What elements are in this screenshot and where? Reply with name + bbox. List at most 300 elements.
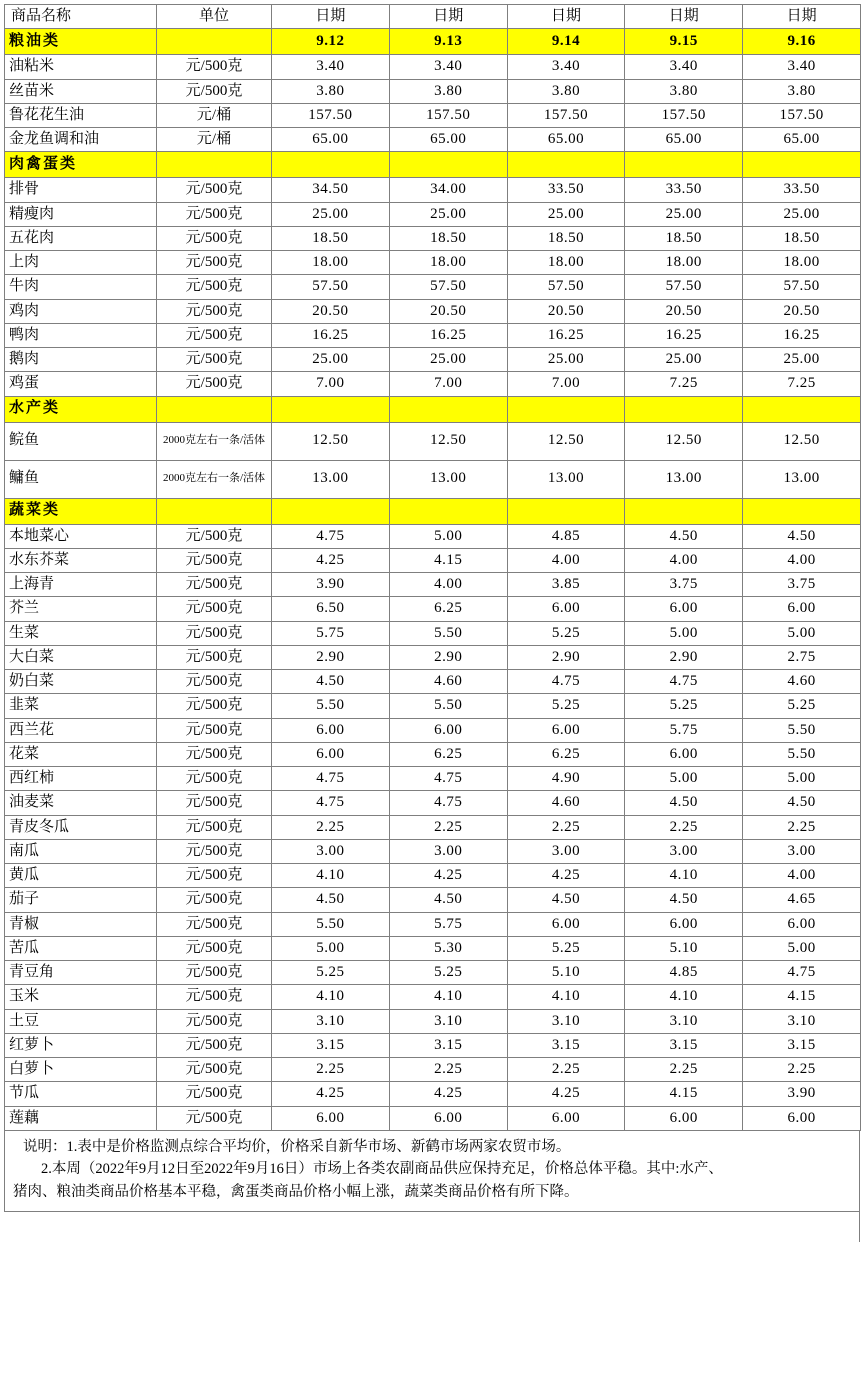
price-cell: 4.60 [389, 670, 507, 694]
price-cell: 9.15 [625, 29, 743, 55]
product-name: 苦瓜 [5, 936, 157, 960]
price-cell: 4.00 [743, 864, 861, 888]
price-cell [507, 498, 625, 524]
price-cell: 3.15 [507, 1033, 625, 1057]
product-unit: 元/500克 [157, 767, 272, 791]
price-cell: 25.00 [625, 202, 743, 226]
price-cell: 3.90 [743, 1082, 861, 1106]
table-row [5, 524, 861, 548]
price-cell: 5.00 [389, 524, 507, 548]
product-unit: 元/500克 [157, 985, 272, 1009]
table-row [5, 1058, 861, 1082]
table-row [5, 548, 861, 572]
price-cell [507, 396, 625, 422]
product-unit: 元/500克 [157, 864, 272, 888]
price-cell: 4.10 [625, 864, 743, 888]
price-cell [507, 152, 625, 178]
table-row [5, 961, 861, 985]
product-unit [157, 396, 272, 422]
price-cell: 4.25 [389, 864, 507, 888]
price-cell: 6.50 [272, 597, 390, 621]
price-cell: 4.50 [743, 524, 861, 548]
category-name: 蔬菜类 [5, 498, 157, 524]
price-cell: 4.85 [625, 961, 743, 985]
price-cell: 3.00 [507, 839, 625, 863]
price-cell: 2.25 [507, 1058, 625, 1082]
price-cell: 57.50 [743, 275, 861, 299]
price-cell: 34.50 [272, 178, 390, 202]
price-cell: 4.60 [507, 791, 625, 815]
price-cell: 5.50 [389, 621, 507, 645]
table-row [5, 1009, 861, 1033]
table-row [5, 912, 861, 936]
product-unit [157, 152, 272, 178]
price-cell: 2.25 [272, 1058, 390, 1082]
price-cell: 25.00 [507, 202, 625, 226]
price-cell [272, 498, 390, 524]
price-cell: 2.25 [507, 815, 625, 839]
product-name: 金龙鱼调和油 [5, 128, 157, 152]
price-cell: 25.00 [743, 348, 861, 372]
price-cell: 6.00 [743, 597, 861, 621]
price-cell: 9.13 [389, 29, 507, 55]
price-cell: 2.90 [507, 645, 625, 669]
price-cell: 13.00 [743, 460, 861, 498]
product-name: 茄子 [5, 888, 157, 912]
price-cell: 6.00 [625, 742, 743, 766]
price-cell: 65.00 [625, 128, 743, 152]
price-cell [625, 152, 743, 178]
category-name: 水产类 [5, 396, 157, 422]
price-cell: 6.00 [507, 1106, 625, 1130]
price-cell: 4.50 [625, 524, 743, 548]
price-cell: 20.50 [743, 299, 861, 323]
price-cell: 4.50 [743, 791, 861, 815]
price-cell: 34.00 [389, 178, 507, 202]
table-row [5, 460, 861, 498]
price-cell: 33.50 [625, 178, 743, 202]
price-cell: 157.50 [625, 103, 743, 127]
product-name: 油粘米 [5, 55, 157, 79]
product-name: 红萝卜 [5, 1033, 157, 1057]
note-line-3: 猪肉、粮油类商品价格基本平稳，禽蛋类商品价格小幅上涨，蔬菜类商品价格有所下降。 [13, 1183, 579, 1200]
product-name: 鸡肉 [5, 299, 157, 323]
product-name: 五花肉 [5, 226, 157, 250]
table-row [5, 299, 861, 323]
price-cell: 57.50 [272, 275, 390, 299]
product-name: 鸡蛋 [5, 372, 157, 396]
product-unit: 元/桶 [157, 128, 272, 152]
price-cell: 12.50 [389, 422, 507, 460]
price-cell: 13.00 [272, 460, 390, 498]
price-cell: 7.25 [625, 372, 743, 396]
product-unit: 元/500克 [157, 936, 272, 960]
product-name: 鲁花花生油 [5, 103, 157, 127]
table-row [5, 936, 861, 960]
product-name: 西红柿 [5, 767, 157, 791]
price-cell: 25.00 [272, 202, 390, 226]
price-cell: 5.50 [389, 694, 507, 718]
price-cell: 5.75 [625, 718, 743, 742]
price-cell: 7.25 [743, 372, 861, 396]
price-cell: 16.25 [625, 323, 743, 347]
price-cell: 5.00 [272, 936, 390, 960]
price-cell: 3.90 [272, 573, 390, 597]
product-unit [157, 29, 272, 55]
price-cell: 6.25 [507, 742, 625, 766]
product-name: 鳙鱼 [5, 460, 157, 498]
table-row [5, 839, 861, 863]
price-cell: 9.16 [743, 29, 861, 55]
table-row [5, 1106, 861, 1130]
product-unit [157, 498, 272, 524]
table-row [5, 348, 861, 372]
category-name: 肉禽蛋类 [5, 152, 157, 178]
table-row [5, 1033, 861, 1057]
price-cell: 6.00 [743, 1106, 861, 1130]
product-name: 节瓜 [5, 1082, 157, 1106]
price-cell: 6.00 [389, 718, 507, 742]
price-cell: 4.85 [507, 524, 625, 548]
price-cell: 18.50 [625, 226, 743, 250]
header-date-1: 日期 [272, 5, 390, 29]
product-name: 牛肉 [5, 275, 157, 299]
price-cell: 4.00 [625, 548, 743, 572]
price-cell: 16.25 [389, 323, 507, 347]
price-cell: 6.00 [272, 718, 390, 742]
product-name: 油麦菜 [5, 791, 157, 815]
price-cell: 4.75 [743, 961, 861, 985]
price-cell: 3.80 [507, 79, 625, 103]
category-row [5, 396, 861, 422]
price-cell: 18.00 [743, 251, 861, 275]
price-cell: 4.50 [507, 888, 625, 912]
table-row [5, 79, 861, 103]
price-cell: 4.90 [507, 767, 625, 791]
price-cell: 2.25 [272, 815, 390, 839]
price-cell: 9.12 [272, 29, 390, 55]
price-cell: 5.00 [743, 621, 861, 645]
price-cell: 5.25 [389, 961, 507, 985]
price-cell: 3.15 [272, 1033, 390, 1057]
product-name: 青椒 [5, 912, 157, 936]
product-unit: 元/500克 [157, 815, 272, 839]
price-cell: 5.25 [743, 694, 861, 718]
price-cell: 3.75 [743, 573, 861, 597]
price-cell: 2.90 [272, 645, 390, 669]
price-cell: 18.00 [389, 251, 507, 275]
price-cell: 6.25 [389, 742, 507, 766]
product-unit: 元/500克 [157, 912, 272, 936]
price-cell: 4.25 [507, 864, 625, 888]
price-cell [272, 152, 390, 178]
price-cell: 7.00 [272, 372, 390, 396]
price-cell: 4.60 [743, 670, 861, 694]
product-unit: 元/500克 [157, 694, 272, 718]
product-unit: 元/500克 [157, 718, 272, 742]
price-cell: 5.50 [743, 718, 861, 742]
price-cell: 65.00 [743, 128, 861, 152]
category-name: 粮油类 [5, 29, 157, 55]
price-cell: 3.80 [625, 79, 743, 103]
product-name: 鸭肉 [5, 323, 157, 347]
price-cell: 157.50 [272, 103, 390, 127]
table-header-row [5, 5, 861, 29]
price-cell: 4.15 [389, 548, 507, 572]
product-name: 玉米 [5, 985, 157, 1009]
price-cell: 4.10 [625, 985, 743, 1009]
price-cell [389, 396, 507, 422]
product-name: 鹅肉 [5, 348, 157, 372]
table-row [5, 1082, 861, 1106]
notes-block [4, 1131, 860, 1212]
header-date-5: 日期 [743, 5, 861, 29]
price-cell: 33.50 [507, 178, 625, 202]
price-cell: 4.50 [272, 670, 390, 694]
table-row [5, 103, 861, 127]
price-cell: 12.50 [625, 422, 743, 460]
price-table-body [5, 5, 861, 1131]
price-cell: 3.40 [272, 55, 390, 79]
table-row [5, 815, 861, 839]
table-row [5, 251, 861, 275]
price-cell: 4.50 [625, 791, 743, 815]
price-cell: 4.65 [743, 888, 861, 912]
header-date-2: 日期 [389, 5, 507, 29]
product-name: 南瓜 [5, 839, 157, 863]
price-cell: 25.00 [389, 202, 507, 226]
table-row [5, 323, 861, 347]
price-cell: 18.00 [272, 251, 390, 275]
table-row [5, 645, 861, 669]
price-cell [743, 152, 861, 178]
table-row [5, 791, 861, 815]
product-name: 水东芥菜 [5, 548, 157, 572]
price-cell: 157.50 [743, 103, 861, 127]
product-name: 生菜 [5, 621, 157, 645]
price-table [4, 4, 861, 1131]
price-cell: 4.75 [389, 767, 507, 791]
price-cell: 6.00 [507, 718, 625, 742]
product-unit: 元/500克 [157, 79, 272, 103]
table-row [5, 888, 861, 912]
price-cell: 6.25 [389, 597, 507, 621]
price-cell: 3.15 [389, 1033, 507, 1057]
table-row [5, 128, 861, 152]
table-row [5, 767, 861, 791]
price-cell: 2.90 [389, 645, 507, 669]
product-unit: 元/500克 [157, 961, 272, 985]
price-cell: 25.00 [625, 348, 743, 372]
price-cell: 2.25 [743, 1058, 861, 1082]
price-cell: 16.25 [272, 323, 390, 347]
price-cell: 9.14 [507, 29, 625, 55]
price-cell: 18.50 [507, 226, 625, 250]
price-cell: 25.00 [743, 202, 861, 226]
price-cell: 5.25 [507, 621, 625, 645]
product-name: 大白菜 [5, 645, 157, 669]
product-unit: 元/500克 [157, 645, 272, 669]
price-cell: 3.40 [743, 55, 861, 79]
price-cell: 2.25 [743, 815, 861, 839]
price-cell: 4.10 [507, 985, 625, 1009]
product-name: 花菜 [5, 742, 157, 766]
price-cell: 5.75 [389, 912, 507, 936]
price-cell: 3.40 [625, 55, 743, 79]
price-cell: 57.50 [389, 275, 507, 299]
price-cell: 3.85 [507, 573, 625, 597]
table-row [5, 718, 861, 742]
price-cell [743, 396, 861, 422]
price-cell: 5.00 [743, 767, 861, 791]
price-cell: 13.00 [389, 460, 507, 498]
product-unit: 元/500克 [157, 839, 272, 863]
product-unit: 元/500克 [157, 323, 272, 347]
product-unit: 2000克左右一条/活体 [157, 422, 272, 460]
price-cell [389, 498, 507, 524]
price-cell: 57.50 [507, 275, 625, 299]
price-cell: 20.50 [625, 299, 743, 323]
category-row [5, 29, 861, 55]
price-cell [625, 498, 743, 524]
product-unit: 元/500克 [157, 55, 272, 79]
price-cell: 6.00 [272, 742, 390, 766]
price-cell: 13.00 [507, 460, 625, 498]
product-name: 芥兰 [5, 597, 157, 621]
price-cell: 5.25 [272, 961, 390, 985]
product-name: 奶白菜 [5, 670, 157, 694]
price-cell: 5.00 [743, 936, 861, 960]
product-name: 鲩鱼 [5, 422, 157, 460]
product-name: 精瘦肉 [5, 202, 157, 226]
product-unit: 元/500克 [157, 888, 272, 912]
product-name: 土豆 [5, 1009, 157, 1033]
price-cell: 18.50 [743, 226, 861, 250]
price-cell: 4.00 [389, 573, 507, 597]
price-cell: 4.15 [743, 985, 861, 1009]
price-cell: 2.25 [389, 1058, 507, 1082]
header-date-3: 日期 [507, 5, 625, 29]
header-date-4: 日期 [625, 5, 743, 29]
table-row [5, 597, 861, 621]
table-row [5, 178, 861, 202]
price-cell: 3.00 [389, 839, 507, 863]
product-unit: 2000克左右一条/活体 [157, 460, 272, 498]
price-cell: 4.75 [507, 670, 625, 694]
price-cell: 3.80 [272, 79, 390, 103]
price-cell: 7.00 [389, 372, 507, 396]
price-cell: 2.90 [625, 645, 743, 669]
price-cell: 3.80 [389, 79, 507, 103]
table-row [5, 202, 861, 226]
price-cell: 20.50 [507, 299, 625, 323]
price-cell: 6.00 [743, 912, 861, 936]
price-cell: 4.00 [743, 548, 861, 572]
price-cell: 5.25 [625, 694, 743, 718]
price-cell: 3.10 [743, 1009, 861, 1033]
product-name: 本地菜心 [5, 524, 157, 548]
price-cell: 4.75 [625, 670, 743, 694]
price-cell: 5.50 [272, 912, 390, 936]
product-unit: 元/500克 [157, 178, 272, 202]
table-row [5, 742, 861, 766]
product-unit: 元/500克 [157, 1009, 272, 1033]
price-cell: 4.25 [272, 1082, 390, 1106]
price-cell: 5.10 [625, 936, 743, 960]
table-row [5, 275, 861, 299]
product-name: 白萝卜 [5, 1058, 157, 1082]
product-unit: 元/500克 [157, 202, 272, 226]
product-unit: 元/500克 [157, 1033, 272, 1057]
price-cell: 4.25 [507, 1082, 625, 1106]
price-cell: 3.15 [625, 1033, 743, 1057]
price-cell: 3.10 [507, 1009, 625, 1033]
price-cell: 4.25 [272, 548, 390, 572]
product-name: 莲藕 [5, 1106, 157, 1130]
price-cell: 7.00 [507, 372, 625, 396]
price-cell: 3.80 [743, 79, 861, 103]
price-cell: 6.00 [389, 1106, 507, 1130]
price-cell: 6.00 [507, 597, 625, 621]
price-cell: 33.50 [743, 178, 861, 202]
product-unit: 元/500克 [157, 597, 272, 621]
product-name: 丝苗米 [5, 79, 157, 103]
product-unit: 元/500克 [157, 1106, 272, 1130]
price-cell: 57.50 [625, 275, 743, 299]
price-cell: 5.25 [507, 694, 625, 718]
price-cell: 18.00 [507, 251, 625, 275]
price-cell: 4.75 [272, 767, 390, 791]
price-cell: 4.75 [272, 791, 390, 815]
price-cell: 12.50 [272, 422, 390, 460]
price-cell: 6.00 [625, 912, 743, 936]
price-cell: 4.50 [272, 888, 390, 912]
price-cell: 4.50 [625, 888, 743, 912]
table-row [5, 670, 861, 694]
price-cell: 2.25 [389, 815, 507, 839]
price-cell: 65.00 [272, 128, 390, 152]
sheet-tail [4, 1212, 860, 1242]
table-row [5, 864, 861, 888]
price-cell: 3.00 [743, 839, 861, 863]
price-cell: 5.00 [625, 621, 743, 645]
price-cell: 25.00 [389, 348, 507, 372]
product-unit: 元/500克 [157, 548, 272, 572]
price-cell: 4.10 [389, 985, 507, 1009]
price-cell: 2.25 [625, 815, 743, 839]
product-unit: 元/500克 [157, 742, 272, 766]
table-row [5, 621, 861, 645]
product-unit: 元/500克 [157, 524, 272, 548]
note-line-1: 说明：1.表中是价格监测点综合平均价，价格采自新华市场、新鹤市场两家农贸市场。 [23, 1138, 571, 1155]
price-cell: 3.40 [507, 55, 625, 79]
price-cell: 5.25 [507, 936, 625, 960]
table-row [5, 55, 861, 79]
price-cell: 65.00 [389, 128, 507, 152]
price-cell: 5.50 [272, 694, 390, 718]
product-unit: 元/500克 [157, 275, 272, 299]
price-cell: 5.00 [625, 767, 743, 791]
price-cell [272, 396, 390, 422]
header-product-name: 商品名称 [5, 5, 157, 29]
price-cell: 4.50 [389, 888, 507, 912]
product-unit: 元/500克 [157, 226, 272, 250]
product-unit: 元/500克 [157, 791, 272, 815]
price-cell: 2.75 [743, 645, 861, 669]
price-cell: 25.00 [507, 348, 625, 372]
price-cell: 5.50 [743, 742, 861, 766]
price-cell: 3.10 [389, 1009, 507, 1033]
